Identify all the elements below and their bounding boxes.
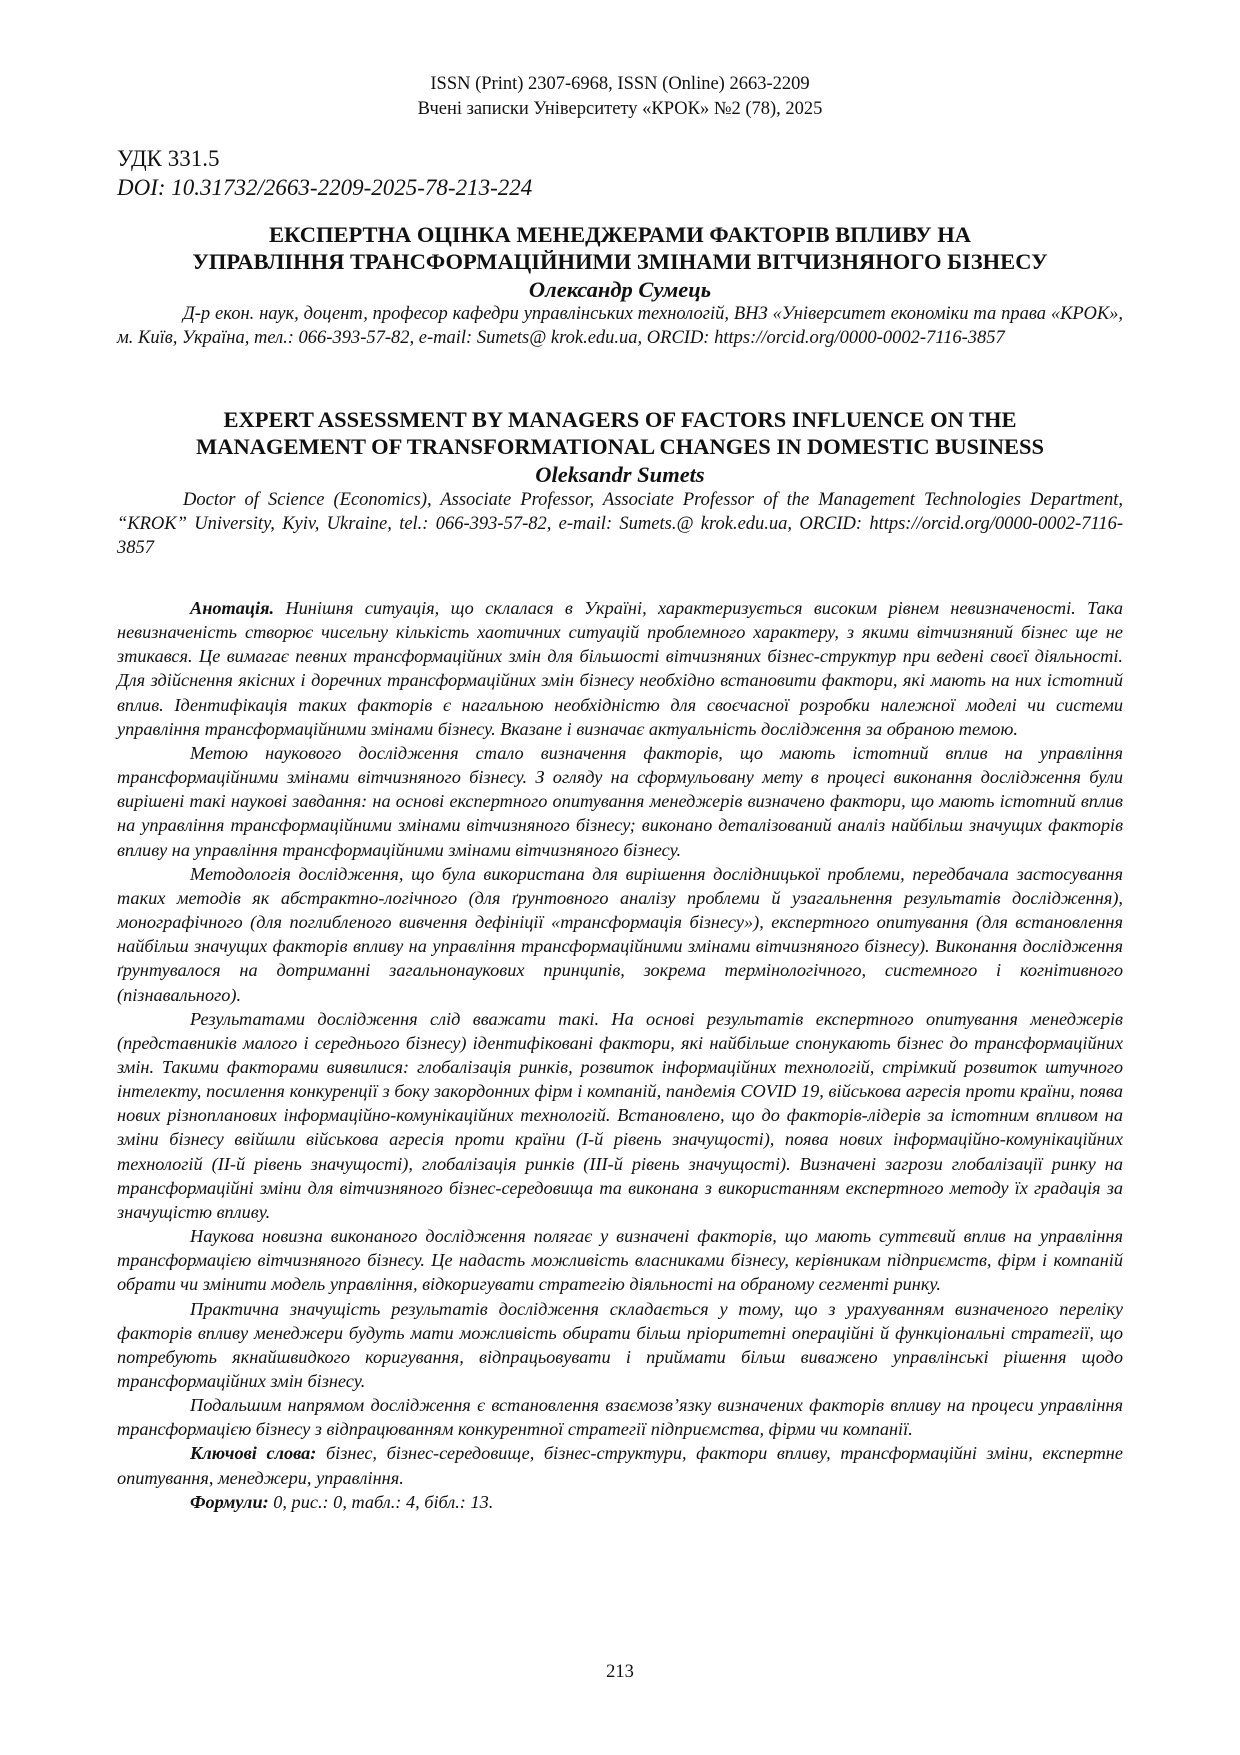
abstract-paragraph	[117, 596, 1123, 741]
abstract-paragraph: Наукова новизна виконаного дослідження полягає у визначені факторів, що мають суттєвий вплив на управління трансформацією вітчизняного бізнесу. Це надасть можливість власниками бізнесу, керівникам підприємств, фірм і компаній обрати чи змінити модель управління, відкоригувати стратегію діяльності на обраному сегменті ринку.	[117, 1226, 1123, 1295]
keywords-label: Ключові слова:	[190, 1443, 317, 1464]
author-ukrainian: Олександр Сумець	[528, 277, 712, 302]
formulas-label: Формули:	[190, 1491, 269, 1512]
keywords	[117, 1441, 1123, 1489]
abstract-paragraph: Подальшим напрямом дослідження є встановлення взаємозв’язку визначених факторів впливу на процеси управління трансформацією бізнесу з відпрацюванням конкурентної стратегії підприємства, фірми чи компанії.	[117, 1395, 1123, 1440]
keywords-text: бізнес, бізнес-середовище, бізнес-структури, фактори впливу, трансформаційні зміни, експертне опитування, менеджери, управління.	[117, 1443, 1123, 1488]
abstract-paragraph: Результатами дослідження слід вважати такі. На основі результатів експертного опитування менеджерів (представників малого і середнього бізнесу) ідентифіковані фактори, які найбільше спонукають бізнес до трансформаційних змін. Такими факторами виявилися: глобалізація ринків, розвиток інформаційних технологій, стрімкий розвиток штучного інтелекту, посилення конкуренції з боку закордонних фірм і компаній, пандемія COVID 19, військова агресія проти країни, поява нових різнопланових інформаційно-комунікаційних технологій. Встановлено, що до факторів-лідерів за істотним впливом на зміни бізнесу ввійшли військова агресія проти країни (І-й рівень значущості), поява нових інформаційно-комунікаційних технологій (ІІ-й рівень значущості), глобалізація ринків (ІІІ-й рівень значущості). Визначені загрози глобалізації ринку на трансформаційні зміни для вітчизняного бізнес-середовища та виконана з використанням експертного методу їх градація за значущістю впливу.	[117, 1008, 1123, 1222]
formulas-text: 0, рис.: 0, табл.: 4, бібл.: 13.	[268, 1491, 494, 1512]
udk-code: УДК 331.5	[117, 146, 220, 171]
title-ua-line-1: ЕКСПЕРТНА ОЦІНКА МЕНЕДЖЕРАМИ ФАКТОРІВ ВПЛИВУ НА	[269, 222, 971, 247]
journal-header	[117, 72, 1123, 122]
doi: DOI: 10.31732/2663-2209-2025-78-213-224	[117, 175, 533, 200]
author-english: Oleksandr Sumets	[535, 462, 705, 487]
page-number: 213	[606, 1662, 634, 1682]
issn-line: ISSN (Print) 2307-6968, ISSN (Online) 2663-2209	[430, 74, 810, 94]
title-ukrainian	[117, 221, 1123, 275]
affiliation-english: Doctor of Science (Economics), Associate Professor, Associate Professor of the Management Technologies Department, “KROK” University, Kyiv, Ukraine, tel.: 066-393-57-82, e-mail: Sumets.@ krok.edu.ua, ORCID: https://orcid.org/0000-0002-7116-3857	[117, 490, 1123, 558]
abstract-paragraph: Метою наукового дослідження стало визначення факторів, що мають істотний вплив на управління трансформаційними змінами вітчизняного бізнесу. З огляду на сформульовану мету в процесі виконання дослідження були вирішені такі наукові завдання: на основі експертного опитування менеджерів визначено фактори, що мають істотний вплив на управління трансформаційними змінами вітчизняного бізнесу; виконано деталізований аналіз найбільш значущих факторів впливу на управління трансформаційними змінами вітчизняного бізнесу.	[117, 742, 1123, 860]
journal-line: Вчені записки Університету «КРОК» №2 (78), 2025	[417, 99, 823, 119]
formulas-summary	[117, 1490, 1123, 1514]
title-en-line-2: MANAGEMENT OF TRANSFORMATIONAL CHANGES IN DOMESTIC BUSINESS	[195, 434, 1045, 459]
abstract-label: Анотація.	[190, 598, 275, 618]
abstract	[117, 596, 1123, 1514]
title-english	[117, 406, 1123, 460]
title-en-line-1: EXPERT ASSESSMENT BY MANAGERS OF FACTORS INFLUENCE ON THE	[223, 407, 1017, 432]
title-ua-line-2: УПРАВЛІННЯ ТРАНСФОРМАЦІЙНИМИ ЗМІНАМИ ВІТЧИЗНЯНОГО БІЗНЕСУ	[192, 249, 1048, 274]
affiliation-ukrainian: Д-р екон. наук, доцент, професор кафедри управлінських технологій, ВНЗ «Університет економіки та права «КРОК», м. Київ, Україна, тел.: 066-393-57-82, e-mail: Sumets@ krok.edu.ua, ORCID: https://orcid.org/0000-0002-7116-3857	[117, 304, 1123, 348]
abstract-paragraph: Практична значущість результатів дослідження складається у тому, що з урахуванням визначеного переліку факторів впливу менеджери будуть мати можливість обирати більш пріоритетні операційні й функціональні стратегії, що потребують якнайшвидкого коригування, відпрацьовувати і приймати більш виважено управлінські рішення щодо трансформаційних змін бізнесу.	[117, 1298, 1123, 1391]
abstract-text-1: Нинішня ситуація, що склалася в Україні, характеризується високим рівнем невизначеності. Така невизначеність створює чисельну кількість хаотичних ситуацій проблемного характеру, з якими вітчизняний бізнес ще не зтикався. Це вимагає певних трансформаційних змін для більшості вітчизняних бізнес-структур при ведені своєї діяльності. Для здійснення якісних і доречних трансформаційних змін бізнесу необхідно встановити фактори, які мають на них істотний вплив. Ідентифікація таких факторів є нагальною необхідністю для своєчасної розробки належної моделі чи системи управління трансформаційними змінами бізнесу. Вказане і визначає актуальність дослідження за обраною темою.	[117, 598, 1123, 739]
abstract-paragraph: Методологія дослідження, що була використана для вирішення дослідницької проблеми, передбачала застосування таких методів як абстрактно-логічного (для ґрунтовного аналізу проблеми й узагальнення результатів дослідження), монографічного (для поглибленого вивчення дефініції «трансформація бізнесу»), експертного опитування (для встановлення найбільш значущих факторів впливу на управління трансформаційними змінами вітчизняного бізнесу). Виконання дослідження ґрунтувалося на дотриманні загальнонаукових принципів, зокрема термінологічного, системного і когнітивного (пізнавального).	[117, 863, 1123, 1005]
